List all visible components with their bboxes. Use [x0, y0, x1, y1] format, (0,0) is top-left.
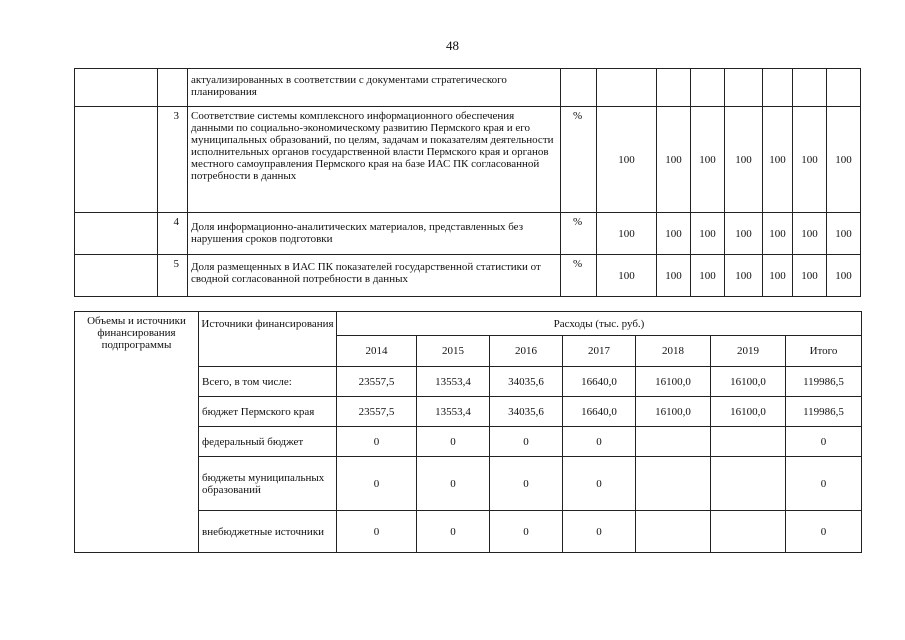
- finance-value: 0: [417, 457, 490, 511]
- finance-value: 0: [337, 511, 417, 553]
- finance-value: 119986,5: [786, 367, 862, 397]
- year-header: 2018: [636, 336, 711, 367]
- indicator-value: 100: [793, 107, 827, 213]
- indicator-value: 100: [763, 107, 793, 213]
- indicator-value: 100: [725, 255, 763, 297]
- indicator-num: 3: [158, 107, 188, 213]
- finance-value: 0: [563, 427, 636, 457]
- finance-value: 23557,5: [337, 397, 417, 427]
- finance-value: 0: [786, 457, 862, 511]
- indicator-value: 100: [793, 213, 827, 255]
- empty-cell: [75, 213, 158, 255]
- table-row: [75, 255, 861, 297]
- indicator-num: 4: [158, 213, 188, 255]
- total-header: Итого: [786, 336, 862, 367]
- finance-label: Объемы и источники финансирования подпрограммы: [75, 312, 199, 553]
- indicator-value: 100: [691, 213, 725, 255]
- finance-value: 16100,0: [636, 397, 711, 427]
- indicator-unit: %: [561, 107, 597, 213]
- indicator-value: 100: [827, 213, 861, 255]
- indicator-value: 100: [657, 213, 691, 255]
- indicator-value: 100: [793, 255, 827, 297]
- finance-value: 34035,6: [490, 397, 563, 427]
- indicator-value: 100: [827, 255, 861, 297]
- finance-value: 13553,4: [417, 397, 490, 427]
- indicators-table: [74, 68, 861, 297]
- indicator-value: 100: [691, 107, 725, 213]
- table-row: [75, 312, 862, 336]
- indicator-text: Соответствие системы комплексного информационного обеспечения данными по социально-экономическому развитию Пермского края и его муниципальных образований, по целям, задачам и показателям деятельности исполнительных органов государственной власти Пермского края и органов местного самоуправления Пермского края на базе ИАС ПК согласованной потребности в данных: [188, 107, 561, 213]
- finance-value: 0: [337, 457, 417, 511]
- table-row: [75, 107, 861, 213]
- empty-cell: [561, 69, 597, 107]
- finance-value: 0: [417, 427, 490, 457]
- indicator-num: 5: [158, 255, 188, 297]
- year-header: 2016: [490, 336, 563, 367]
- indicator-value: 100: [657, 255, 691, 297]
- empty-cell: [75, 69, 158, 107]
- finance-value: [711, 457, 786, 511]
- finance-value: [636, 511, 711, 553]
- indicator-text: актуализированных в соответствии с документами стратегического планирования: [188, 69, 561, 107]
- year-header: 2017: [563, 336, 636, 367]
- indicator-value: 100: [725, 213, 763, 255]
- finance-value: 34035,6: [490, 367, 563, 397]
- finance-value: [711, 511, 786, 553]
- finance-value: 0: [786, 511, 862, 553]
- finance-value: 16640,0: [563, 367, 636, 397]
- finance-value: 23557,5: [337, 367, 417, 397]
- finance-table: [74, 311, 862, 553]
- indicator-value: 100: [763, 213, 793, 255]
- indicator-value: 100: [657, 107, 691, 213]
- finance-value: [711, 427, 786, 457]
- indicator-value: 100: [725, 107, 763, 213]
- indicator-value: 100: [597, 255, 657, 297]
- finance-value: 16100,0: [711, 367, 786, 397]
- year-header: 2015: [417, 336, 490, 367]
- finance-value: [636, 457, 711, 511]
- finance-value: 0: [490, 427, 563, 457]
- year-header: 2019: [711, 336, 786, 367]
- indicator-text: Доля размещенных в ИАС ПК показателей государственной статистики от сводной согласованной потребности в данных: [188, 255, 561, 297]
- indicator-unit: %: [561, 255, 597, 297]
- source-label: Всего, в том числе:: [199, 367, 337, 397]
- source-label: внебюджетные источники: [199, 511, 337, 553]
- finance-value: 0: [490, 511, 563, 553]
- expenses-header: Расходы (тыс. руб.): [337, 312, 862, 336]
- indicator-unit: %: [561, 213, 597, 255]
- finance-value: 119986,5: [786, 397, 862, 427]
- finance-value: 0: [786, 427, 862, 457]
- finance-value: 0: [337, 427, 417, 457]
- indicator-text: Доля информационно-аналитических материалов, представленных без нарушения сроков подготовки: [188, 213, 561, 255]
- year-header: 2014: [337, 336, 417, 367]
- source-label: бюджеты муниципальных образований: [199, 457, 337, 511]
- finance-value: [636, 427, 711, 457]
- indicator-value: 100: [597, 107, 657, 213]
- finance-value: 13553,4: [417, 367, 490, 397]
- finance-value: 0: [490, 457, 563, 511]
- page-number: 48: [446, 38, 459, 53]
- finance-value: 0: [417, 511, 490, 553]
- empty-cell: [158, 69, 188, 107]
- indicator-value: 100: [597, 213, 657, 255]
- empty-cell: [75, 255, 158, 297]
- source-label: федеральный бюджет: [199, 427, 337, 457]
- indicator-value: 100: [691, 255, 725, 297]
- finance-value: 16100,0: [711, 397, 786, 427]
- finance-value: 16640,0: [563, 397, 636, 427]
- indicator-value: 100: [763, 255, 793, 297]
- finance-value: 0: [563, 457, 636, 511]
- sources-header: Источники финансирования: [199, 312, 337, 367]
- source-label: бюджет Пермского края: [199, 397, 337, 427]
- table-row: [75, 69, 861, 107]
- table-row: [75, 213, 861, 255]
- empty-cell: [75, 107, 158, 213]
- finance-value: 16100,0: [636, 367, 711, 397]
- indicator-value: 100: [827, 107, 861, 213]
- finance-value: 0: [563, 511, 636, 553]
